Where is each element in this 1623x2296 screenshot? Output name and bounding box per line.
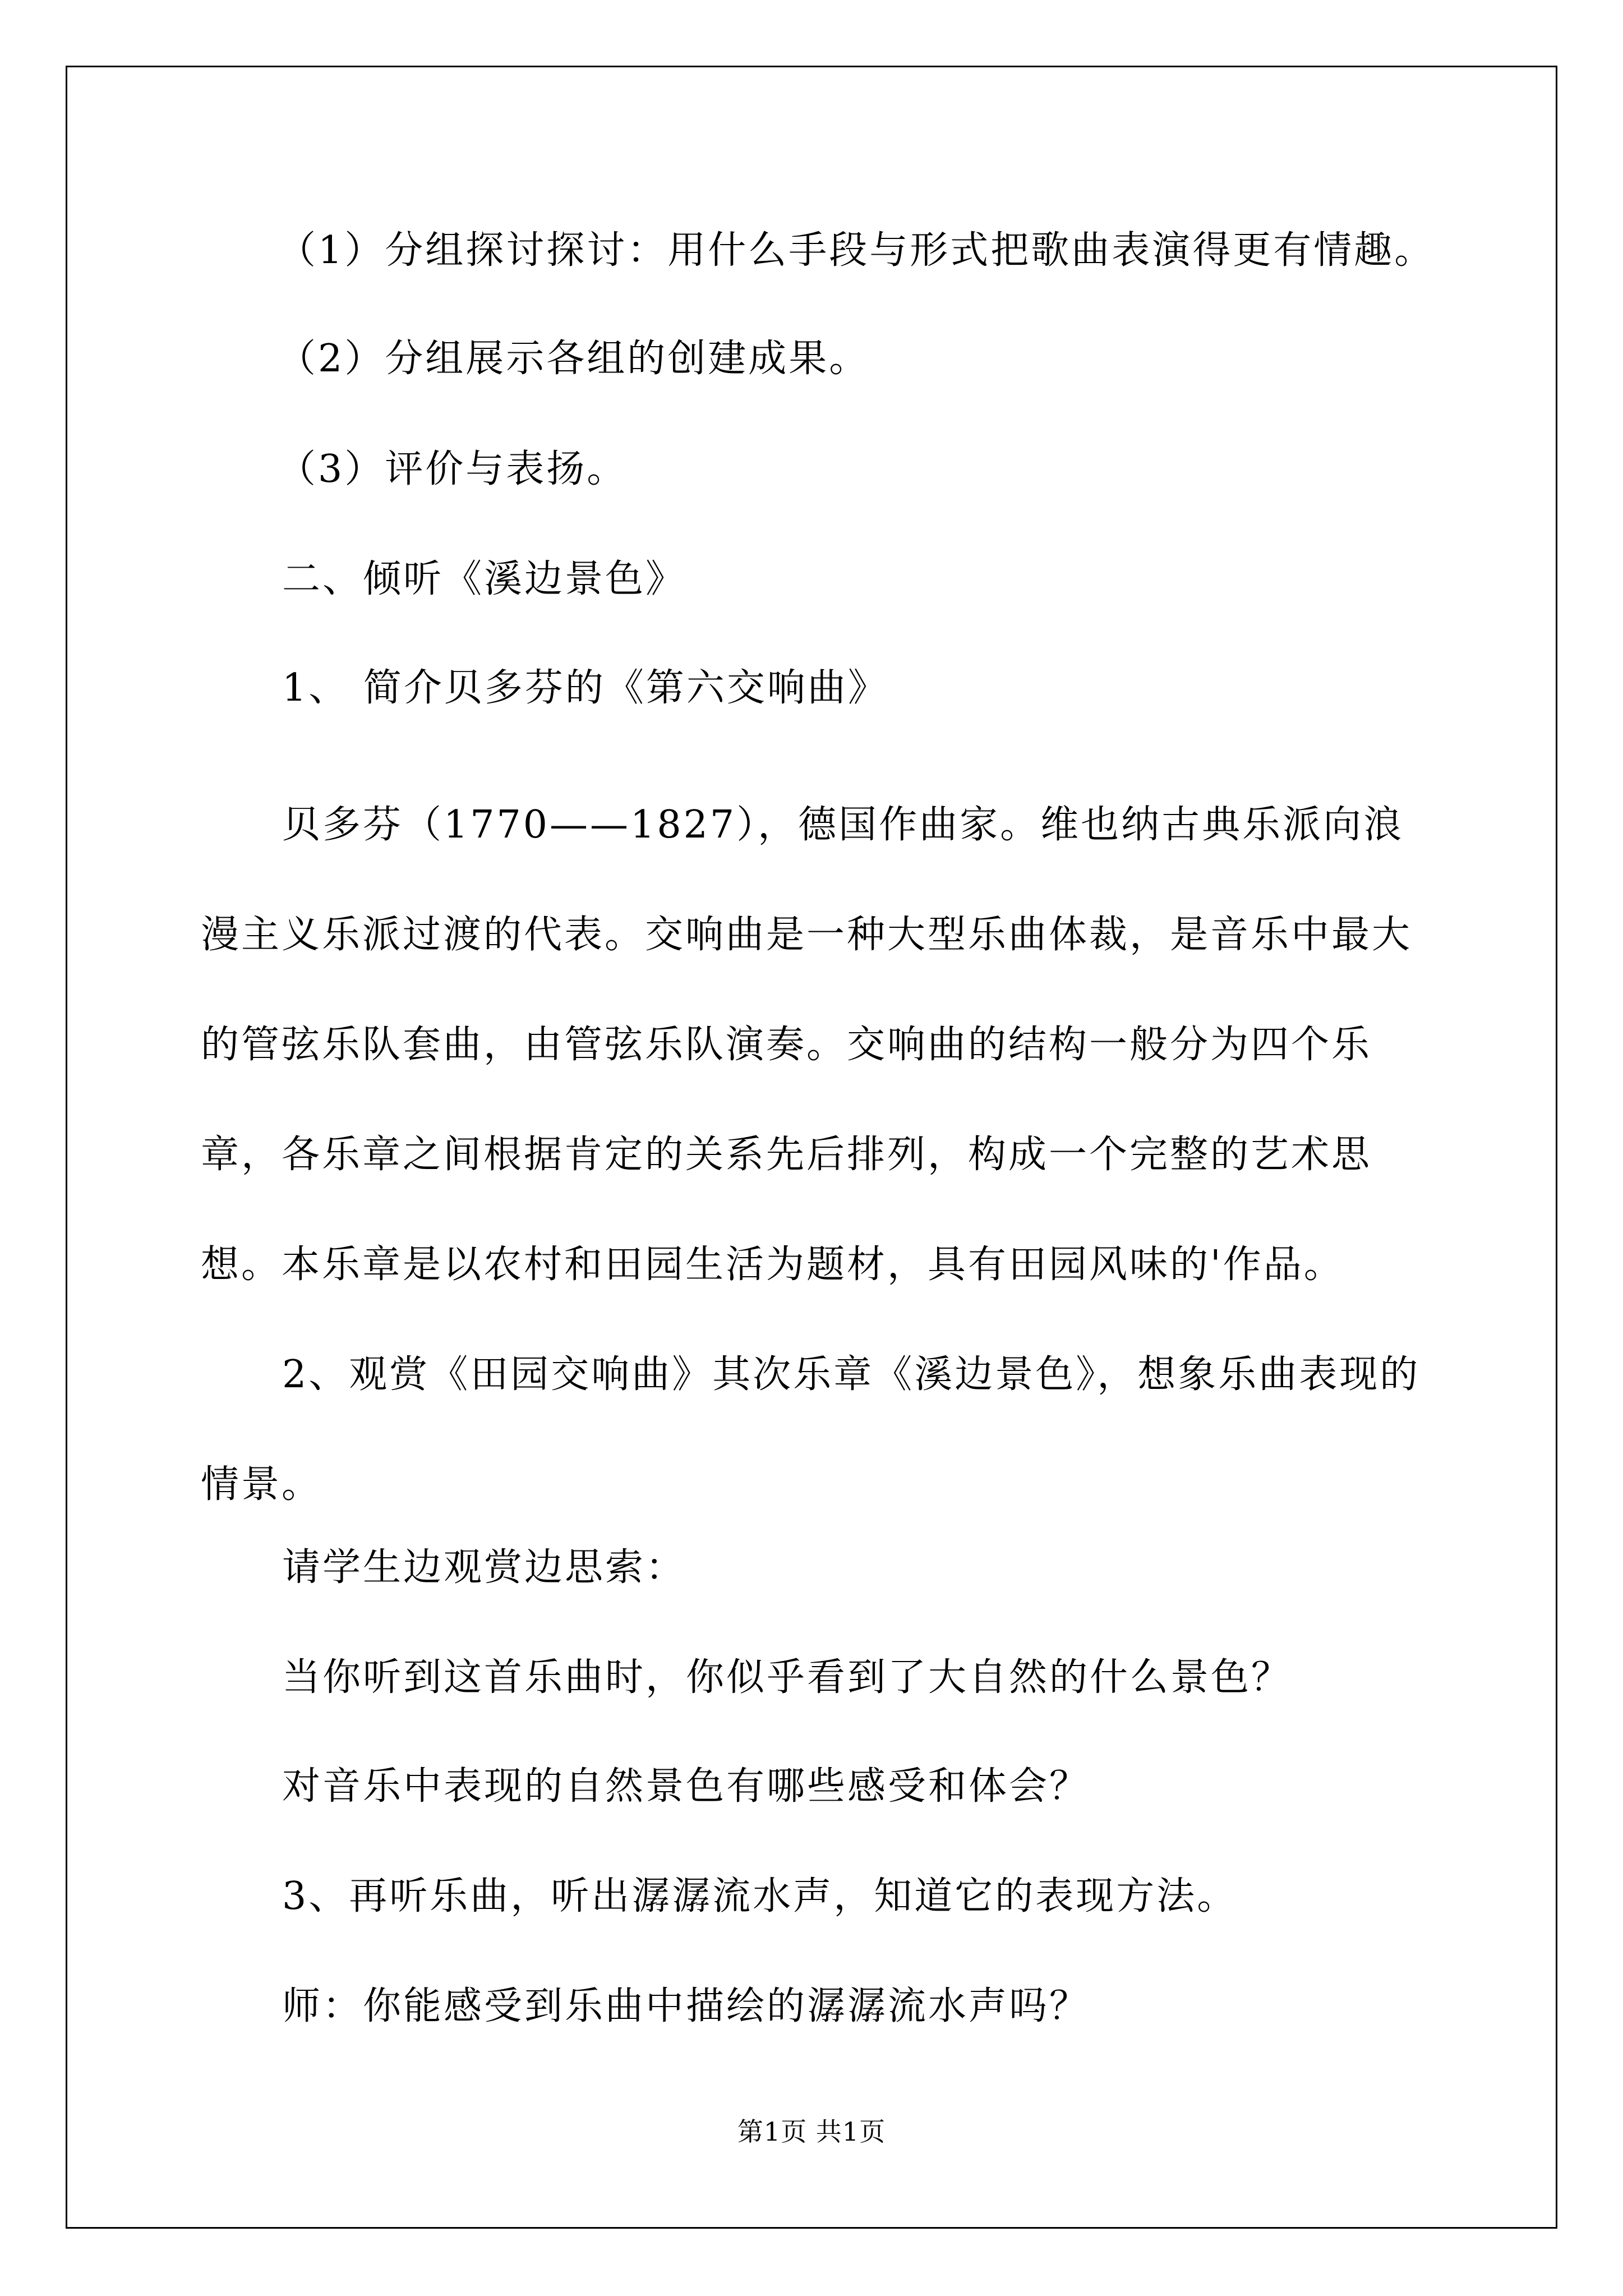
teacher-question: 师：你能感受到乐曲中描绘的潺潺流水声吗？ (282, 1984, 1090, 2028)
subsection-heading-1: 1、 简介贝多芬的《第六交响曲》 (282, 666, 888, 710)
paragraph-1: （1）分组探讨探讨：用什么手段与形式把歌曲表演得更有情趣。 (278, 228, 1435, 273)
subsection-heading-3: 3、再听乐曲，听出潺潺流水声，知道它的表现方法。 (282, 1874, 1238, 1918)
question-2: 对音乐中表现的自然景色有哪些感受和体会？ (282, 1764, 1090, 1809)
paragraph-beethoven-intro: 贝多芬（1770——1827），德国作曲家。维也纳古典乐派向浪漫主义乐派过渡的代表。交响曲是一种大型乐曲体裁，是音乐中最大的管弦乐队套曲，由管弦乐队演奏。交响曲的结构一般分为四个乐章，各乐章之间根据肯定的关系先后排列，构成一个完整的艺术思想。本乐章是以农村和田园生活为题材，具有田园风味的'作品。 (201, 803, 1413, 1287)
paragraph-2: （2）分组展示各组的创建成果。 (278, 337, 870, 381)
page-footer: 第1页 共1页 (737, 2116, 886, 2147)
paragraph-3: （3）评价与表扬。 (278, 447, 628, 491)
section-heading: 二、倾听《溪边景色》 (282, 557, 686, 601)
question-1: 当你听到这首乐曲时，你似乎看到了大自然的什么景色？ (282, 1655, 1292, 1700)
paragraph-listen-instruction: 2、观赏《田园交响曲》其次乐章《溪边景色》，想象乐曲表现的情景。 (201, 1352, 1421, 1507)
paragraph-prompt: 请学生边观赏边思索： (282, 1545, 686, 1590)
